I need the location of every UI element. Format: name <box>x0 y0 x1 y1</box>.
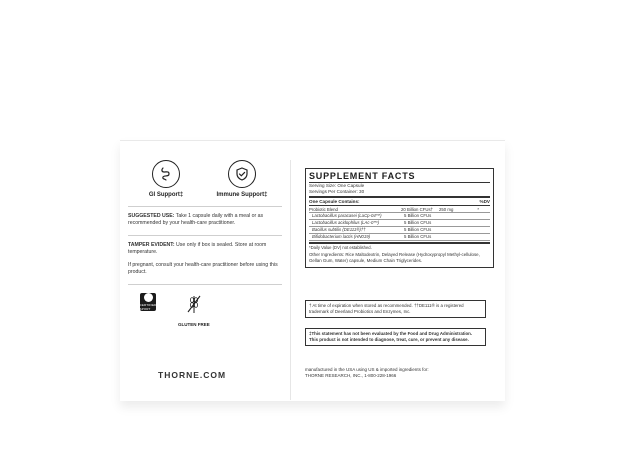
divider <box>128 284 282 285</box>
immune-support-label: Immune Support‡ <box>216 192 268 198</box>
table-row <box>309 213 490 220</box>
tamper-body: Use only if box is sealed. Store at room temperature. <box>128 242 267 255</box>
facts-header-right: %DV <box>479 198 490 204</box>
ingredient-mg: 250 mg <box>439 206 454 212</box>
fda-disclaimer: ‡This statement has not been evaluated by the Food and Drug Administration. This product is not intended to diagnose, treat, cure, or prevent any disease. <box>305 328 486 346</box>
ingredient-mg <box>442 227 472 233</box>
ingredient-dv <box>472 234 482 240</box>
ingredient-name: Bacillus subtilis (DE111®)†† <box>312 226 366 232</box>
immune-support-block <box>210 160 274 198</box>
rule-thick <box>309 242 490 244</box>
table-row <box>309 227 490 234</box>
ingredient-name: Bifidobacterium lactis (HN019) <box>312 233 371 239</box>
nsf-logo-icon <box>144 293 153 302</box>
supplement-facts-panel <box>305 168 494 268</box>
ingredient-mg <box>442 220 472 226</box>
divider <box>128 235 282 236</box>
gi-support-label: GI Support‡ <box>148 192 184 198</box>
ingredient-amount: 5 Billion CFUs <box>404 233 432 239</box>
ingredient-dv <box>472 227 482 233</box>
facts-title: SUPPLEMENT FACTS <box>309 171 416 181</box>
table-row <box>309 220 490 227</box>
ingredient-amount: 5 Billion CFUs <box>404 226 432 232</box>
tamper-evident-text <box>128 242 284 256</box>
ingredient-amount: 5 Billion CFUs <box>404 213 432 219</box>
benefit-icons-row <box>134 160 274 198</box>
wheat-crossed-icon <box>184 293 204 315</box>
left-column <box>128 160 284 327</box>
table-row <box>309 234 490 241</box>
ingredient-amount: 20 Billion CFUs† <box>401 206 434 212</box>
ingredient-name: Lactobacillus acidophilus (LAc-0™) <box>312 220 380 226</box>
rule-thick <box>309 196 490 198</box>
shield-check-icon <box>228 160 256 188</box>
gi-support-block <box>134 160 198 198</box>
servings-per-container: Servings Per Container: 30 <box>309 188 365 194</box>
manufacturer-line-1: manufactured in the USA using US & imported ingredients for: <box>305 367 429 372</box>
table-row <box>309 207 490 214</box>
nsf-badge-text: CERTIFIED SPORT <box>139 303 157 311</box>
suggested-use-text <box>128 213 284 227</box>
gluten-free-block <box>178 293 210 327</box>
manufacturer-info <box>305 367 490 379</box>
suggested-use-body: Take 1 capsule daily with a meal or as recommended by your health-care practitioner. <box>128 213 264 226</box>
manufacturer-line-2: THORNE RESEARCH, INC., 1-800-228-1966 <box>305 373 397 379</box>
facts-header <box>309 199 490 205</box>
other-ingredients: Other Ingredients: Rice Maltodextrin, Delayed Release (Hydroxypropyl Methyl-cellulose, Gellan Gum, Water) capsule, Medium Chain Triglycerides. <box>309 252 480 263</box>
serving-size: Serving Size: One Capsule <box>309 182 365 188</box>
gluten-free-label: GLUTEN FREE <box>178 322 210 327</box>
brand-website: THORNE.COM <box>158 370 227 380</box>
ingredient-amount: 5 Billion CFUs <box>404 220 432 226</box>
tamper-heading: TAMPER EVIDENT: <box>128 242 175 248</box>
facts-header-left: One Capsule Contains: <box>309 198 360 204</box>
suggested-use-heading: SUGGESTED USE: <box>128 213 175 219</box>
ingredient-mg <box>442 213 472 219</box>
ingredient-dv <box>472 213 482 219</box>
column-divider <box>290 160 291 400</box>
certification-logos <box>140 293 284 327</box>
ingredient-dv <box>472 220 482 226</box>
divider <box>128 206 282 207</box>
ingredient-name: Probiotic Blend <box>309 206 338 212</box>
pregnancy-warning: If pregnant, consult your health-care practitioner before using this product. <box>128 262 278 275</box>
ingredient-dv: * <box>477 206 479 212</box>
expiration-note: † At time of expiration when stored as recommended. ††DE111® is a registered trademark of Deerland Probiotics and Enzymes, Inc. <box>305 300 486 318</box>
ingredient-mg <box>442 234 472 240</box>
ingredient-name: Lactobacillus paracasei (LaCp-04™) <box>312 213 382 219</box>
nsf-certified-sport-badge <box>140 293 156 311</box>
daily-value-note: *Daily Value (DV) not established. <box>309 244 372 250</box>
gut-icon <box>152 160 180 188</box>
